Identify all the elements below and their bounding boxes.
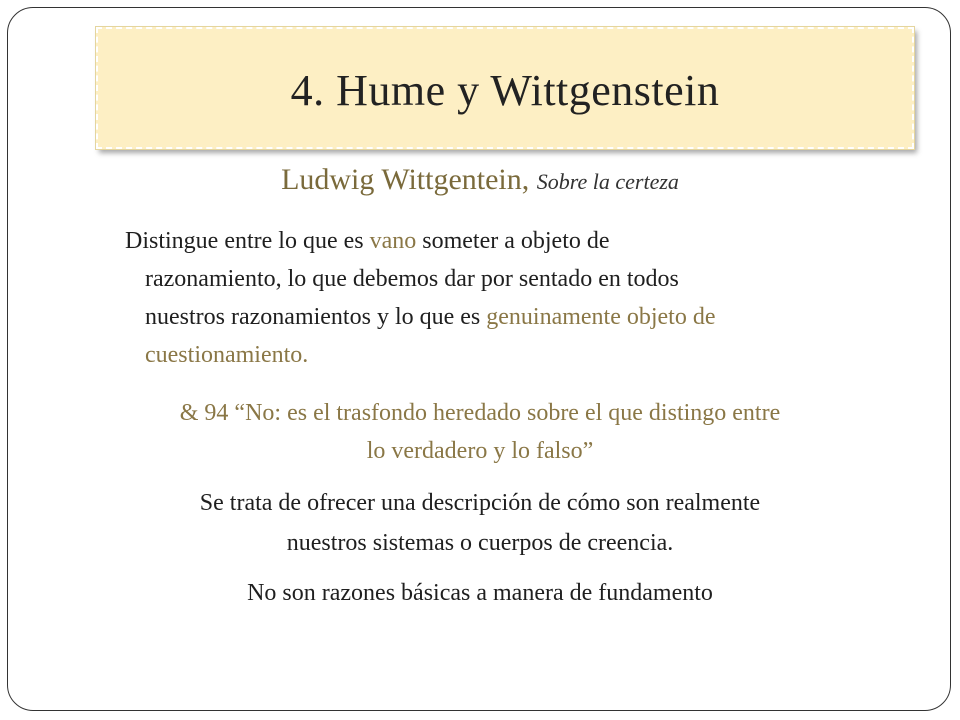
paragraph-line-3 — [118, 298, 878, 336]
statement-line-1: Se trata de ofrecer una descripción de cómo son realmente — [199, 490, 761, 516]
quote-line-1: & 94 “No: es el trasfondo heredado sobre el que distingo entre — [179, 400, 781, 426]
paragraph-line-1 — [118, 222, 878, 260]
subtitle-book: Sobre la certeza — [536, 169, 679, 194]
subtitle — [0, 163, 960, 197]
subtitle-separator: , — [521, 163, 537, 196]
paragraph-line-4: cuestionamiento. — [145, 342, 309, 368]
highlight-vano: vano — [369, 228, 417, 254]
statement-line-2: nuestros sistemas o cuerpos de creencia. — [286, 530, 674, 556]
closing-line: No son razones básicas a manera de fundamento — [247, 580, 713, 606]
paragraph-text: someter a objeto de — [416, 228, 610, 254]
paragraph-line-2: razonamiento, lo que debemos dar por sentado en todos — [145, 266, 679, 292]
paragraph-text: Distingue entre lo que es — [125, 228, 370, 254]
body-paragraph — [118, 222, 878, 374]
quote-line-2: lo verdadero y lo falso” — [366, 438, 594, 464]
paragraph-text: nuestros razonamientos y lo que es — [145, 304, 487, 330]
title-banner — [96, 27, 914, 149]
slide-title: 4. Hume y Wittgenstein — [290, 65, 720, 115]
subtitle-author: Ludwig Wittgentein — [281, 163, 522, 196]
highlight-genuinamente: genuinamente objeto de — [486, 304, 716, 330]
